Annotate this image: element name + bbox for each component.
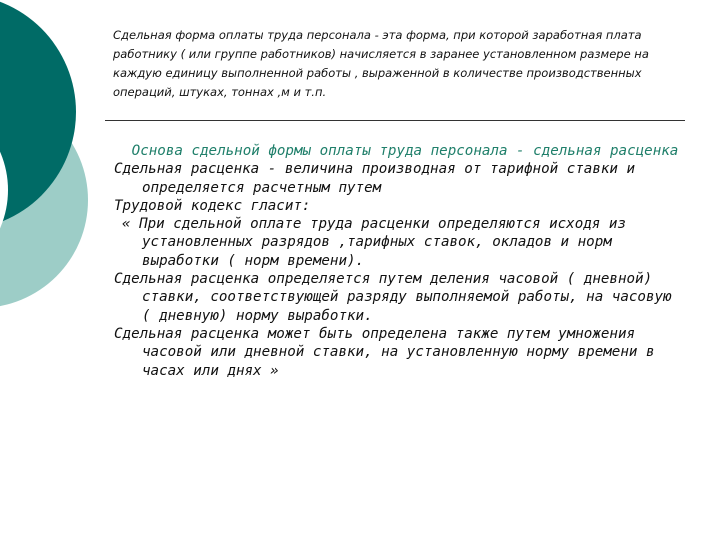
paragraph-division-method: Сдельная расценка определяется путем деления часовой ( дневной) ставки, соответствующей разряду выполняемой работы, на часовую ( дневную) норму выработки.	[114, 271, 672, 324]
horizontal-divider	[105, 120, 685, 121]
paragraph-labor-code: Трудовой кодекс гласит:	[114, 197, 311, 214]
decorative-circles	[0, 0, 110, 540]
paragraph-quote-rates: « При сдельной оплате труда расценки определяются исходя из установленных разрядов ,тарифных ставок, окладов и норм выработки ( норм времени).	[122, 216, 626, 269]
definition-text	[113, 26, 688, 102]
definition-paragraph: Сдельная форма оплаты труда персонала - эта форма, при которой заработная плата работнику ( или группе работников) начисляется в заранее установленном размере на каждую единицу выполненной работы , выраженной в количестве производственных операций, штуках, тоннах ,м и т.п.	[113, 28, 649, 99]
main-content	[114, 142, 684, 380]
section-heading: Основа сдельной формы оплаты труда персонала - сдельная расценка	[131, 143, 679, 159]
paragraph-multiplication-method: Сдельная расценка может быть определена также путем умножения часовой или дневной ставки, на установленную норму времени в часах или днях »	[114, 325, 655, 379]
paragraph-piece-rate-definition: Сдельная расценка - величина производная от тарифной ставки и определяется расчетным путем	[114, 161, 636, 196]
